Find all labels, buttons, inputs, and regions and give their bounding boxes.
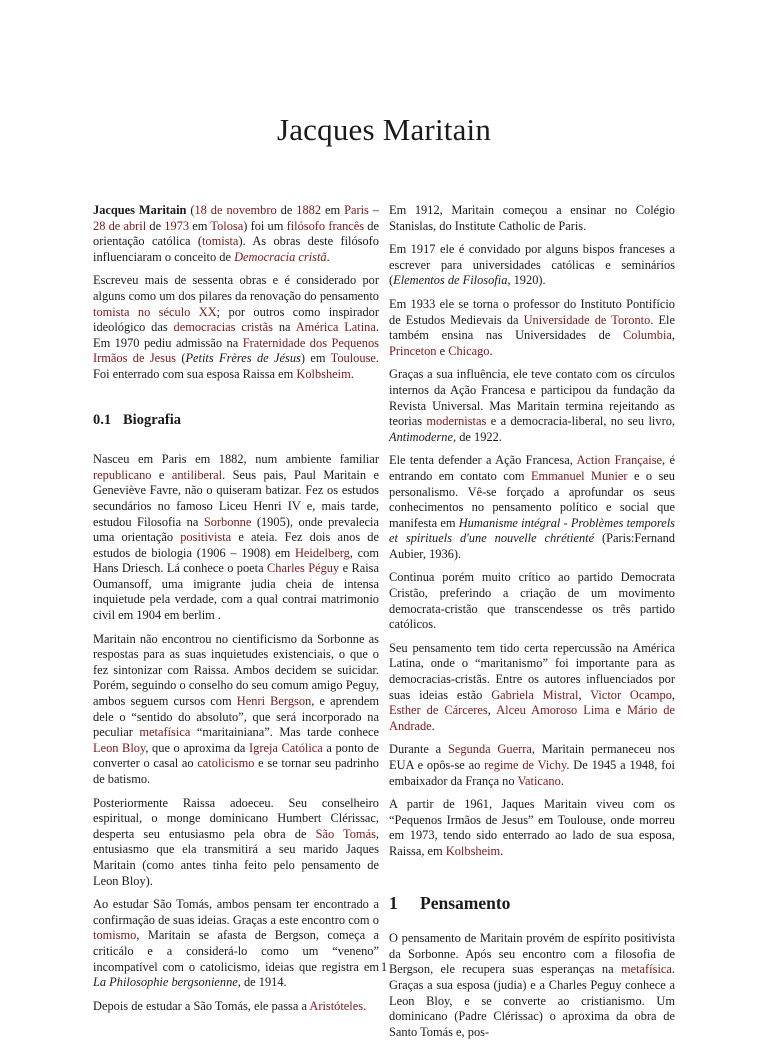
link-esther-de-carceres[interactable]: Esther de Cárceres — [389, 703, 488, 718]
link-victor-ocampo[interactable]: Victor Ocampo — [590, 687, 672, 702]
section-heading-pensamento: 1 Pensamento — [389, 892, 511, 913]
link-aristoteles[interactable]: Aristóteles — [309, 998, 364, 1013]
biografia-paragraph-9: Graças a sua influência, ele teve contato com os círculos internos da Ação Francesa e participou da fundação da Revista Universal. Mas Maritain termina rejeitando as teorias modernistas e a democracia-liberal, no seu livro, Antimoderne, de 1922. — [389, 367, 675, 444]
biografia-paragraph-10: Ele tenta defender a Ação Francesa, Action Française, é entrando em contato com Emmanuel Munier e o seu personalismo. Vê-se forçado a aprofundar os seus conhecimentos no pensamento político e social que manifesta em Humanisme intégral - Problèmes temporels et spirituels d'une nouvelle chrétienté (Paris:Fernand Aubier, 1936). — [389, 453, 676, 561]
link-emmanuel-munier[interactable]: Emmanuel Munier — [530, 468, 628, 483]
link-death-year[interactable]: 1973 — [164, 218, 190, 233]
link-antiliberal[interactable]: antiliberal — [171, 467, 223, 482]
biografia-paragraph-11: Continua porém muito crítico ao partido Democrata Cristão, preferindo a criação de um movimento democrata-cristão que transcendesse os três partido católicos. — [389, 570, 675, 632]
link-alceu-amoroso-lima[interactable]: Alceu Amoroso Lima — [496, 703, 610, 718]
link-tomismo[interactable]: tomismo — [93, 928, 137, 943]
biografia-paragraph-3: Posteriormente Raissa adoeceu. Seu conselheiro espiritual, o monge dominicano Humbert Clérissac, desperta seu entusiasmo pela obra de São Tomás, entusiasmo que ela transmitirá a seu marido Jaques Maritain (como antes tinha feito pelo pensamento de Leon Bloy). — [93, 795, 380, 888]
link-heidelberg[interactable]: Heidelberg — [294, 545, 350, 560]
subject-name: Jacques Maritain — [93, 203, 187, 217]
link-columbia[interactable]: Columbia — [623, 328, 672, 343]
link-segunda-guerra[interactable]: Segunda Guerra — [447, 742, 532, 757]
link-modernistas[interactable]: modernistas — [426, 414, 487, 429]
biografia-paragraph-5: Depois de estudar a São Tomás, ele passa a Aristóteles. — [93, 998, 367, 1013]
link-henri-bergson[interactable]: Henri Bergson — [236, 694, 312, 709]
link-igreja-catolica[interactable]: Igreja Católica — [249, 740, 323, 755]
link-republicano[interactable]: republicano — [93, 467, 152, 482]
biografia-paragraph-1: Nasceu em Paris em 1882, num ambiente familiar republicano e antiliberal. Seus pais, Paul Maritain e Geneviève Favre, não o quiseram batizar. Fez os estudos secundários no famoso Liceu Henri IV e, mais tarde, estudou Filosofia na Sorbonne (1905), onde prevalecia uma orientação positivista e ateia. Fez dois anos de estudos de biologia (1906 – 1908) em Heidelberg, com Hans Driesch. Lá conhece o poeta Charles Péguy e Raisa Oumansoff, uma imigrante judia cheia de intensa inquietude pela verdade, com a qual contrai matrimonio civil em 1904 em berlim . — [93, 452, 379, 623]
link-chicago[interactable]: Chicago — [448, 343, 490, 358]
link-toulouse[interactable]: Toulouse — [330, 351, 376, 366]
link-leon-bloy[interactable]: Leon Bloy — [93, 740, 146, 755]
link-birth-date[interactable]: 18 de novembro — [194, 203, 277, 217]
link-universidade-toronto[interactable]: Universidade de Toronto — [523, 312, 651, 327]
link-tomista[interactable]: tomista — [201, 234, 239, 249]
link-tolosa[interactable]: Tolosa — [210, 218, 244, 233]
link-mario-de-andrade[interactable]: Mário de Andrade — [389, 703, 676, 733]
link-death-date[interactable]: 28 de abril — [93, 218, 147, 233]
biografia-paragraph-12: Seu pensamento tem tido certa repercussão na América Latina, onde o “maritanismo” foi importante para as democracias-cristãs. Entre os autores influenciados por suas ideias estão Gabriela Mistral, Victor Ocampo, Esther de Cárceres, Alceu Amoroso Lima e Mário de Andrade. — [389, 640, 676, 733]
link-catolicismo[interactable]: catolicismo — [197, 756, 255, 771]
biografia-paragraph-6: Em 1912, Maritain começou a ensinar no Colégio Stanislas, do Institute Catholic de Paris. — [389, 203, 675, 233]
page-title: Jacques Maritain — [276, 112, 492, 147]
link-paris[interactable]: Paris — [344, 203, 369, 217]
link-vaticano[interactable]: Vaticano — [517, 773, 561, 788]
link-metafisica[interactable]: metafísica — [139, 725, 191, 740]
biografia-paragraph-13: Durante a Segunda Guerra, Maritain permaneceu nos EUA e opôs-se ao regime de Vichy. De 1945 a 1948, foi embaixador da França no Vaticano. — [389, 742, 675, 788]
biografia-paragraph-4: Ao estudar São Tomás, ambos pensam ter encontrado a confirmação de suas ideias. Graças a este encontro com o tomismo, Maritain se afasta de Bergson, começa a criticálo e a considerá-lo como um “veneno” incompatível com o catolicismo, ideias que registra em La Philosophie bergsonienne, de 1914. — [93, 897, 379, 990]
link-action-francaise[interactable]: Action Française — [576, 453, 663, 468]
biografia-paragraph-14: A partir de 1961, Jaques Maritain viveu com os “Pequenos Irmãos de Jesus” em Toulouse, onde morreu em 1973, tendo sido enterrado ao lado de sua esposa, Raissa, em Kolbsheim. — [389, 797, 675, 858]
pensamento-paragraph-1: O pensamento de Maritain provém de espírito positivista da Sorbonne. Após seu encontro com a filosofia de Bergson, ele recupera suas esperanças na metafísica. Graças a sua esposa (judia) e a Charles Peguy conhece a Leon Bloy, e se converte ao cristianismo. Um dominicano (Padre Clérissac) o aproxima da obra de Santo Tomás e, pos- — [389, 931, 675, 1039]
link-gabriela-mistral[interactable]: Gabriela Mistral — [491, 687, 579, 702]
link-sorbonne[interactable]: Sorbonne — [203, 514, 252, 529]
biografia-paragraph-2: Maritain não encontrou no cientificismo da Sorbonne as respostas para as suas inquietudes existenciais, o que o fez sintonizar com Raissa. Ambos decidem se suicidar. Porém, seguindo o conselho do seu comum amigo Peguy, ambos seguem cursos com Henri Bergson, e aprendem dele o “sentido do absoluto”, que será incorporado na peculiar metafísica “maritainiana”. Mas tarde conhece Leon Bloy, que o aproxima da Igreja Católica a ponto de converter o casal ao catolicismo e se tornar seu padrinho de batismo. — [93, 631, 379, 786]
biografia-paragraph-7: Em 1917 ele é convidado por alguns bispos franceses a escrever para universidades católicas e seminários (Elementos de Filosofia, 1920). — [389, 242, 675, 288]
link-princeton[interactable]: Princeton — [389, 343, 437, 358]
link-regime-de-vichy[interactable]: regime de Vichy — [484, 758, 567, 772]
link-positivista[interactable]: positivista — [180, 530, 232, 545]
left-column — [93, 203, 379, 1022]
intro-paragraph-2: Escreveu mais de sessenta obras e é considerado por alguns como um dos pilares da renovação do pensamento tomista no século XX; por outros como inspirador ideológico das democracias cristãs na América Latina. Em 1970 pediu admissão na Fraternidade dos Pequenos Irmãos de Jesus (Petits Frères de Jésus) em Toulouse. Foi enterrado com sua esposa Raissa em Kolbsheim. — [93, 273, 379, 381]
intro-paragraph-1: Jacques Maritain (18 de novembro de 1882 em Paris – 28 de abril de 1973 em Tolosa) foi um filósofo francês de orientação católica (tomista). As obras deste filósofo influenciaram o conceito de Democracia cristã. — [93, 203, 379, 264]
link-america-latina[interactable]: América Latina — [295, 320, 376, 335]
section-heading-biografia: 0.1 Biografia — [93, 411, 181, 428]
link-sao-tomas[interactable]: São Tomás — [315, 826, 376, 841]
link-birth-year[interactable]: 1882 — [296, 203, 322, 217]
link-filosofo-frances[interactable]: filósofo francês — [286, 218, 365, 233]
link-charles-peguy[interactable]: Charles Péguy — [267, 561, 340, 576]
biografia-paragraph-8: Em 1933 ele se torna o professor do Instituto Pontifício de Estudos Medievais da Universidade de Toronto. Ele também ensina nas Universidades de Columbia, Princeton e Chicago. — [389, 296, 675, 358]
link-democracias-cristas[interactable]: democracias cristãs — [173, 320, 273, 335]
right-column — [389, 203, 675, 1048]
link-fraternidade[interactable]: Fraternidade dos Pequenos Irmãos de Jesus — [93, 335, 379, 366]
link-tomista-2[interactable]: tomista — [93, 304, 130, 319]
link-seculo-xx[interactable]: no século XX — [137, 304, 217, 319]
link-kolbsheim-2[interactable]: Kolbsheim — [445, 843, 501, 858]
link-metafisica-2[interactable]: metafísica — [620, 962, 672, 977]
link-kolbsheim[interactable]: Kolbsheim — [296, 366, 351, 381]
page-number: 1 — [380, 960, 388, 974]
link-democracia-crista[interactable]: Democracia cristã — [234, 249, 327, 264]
